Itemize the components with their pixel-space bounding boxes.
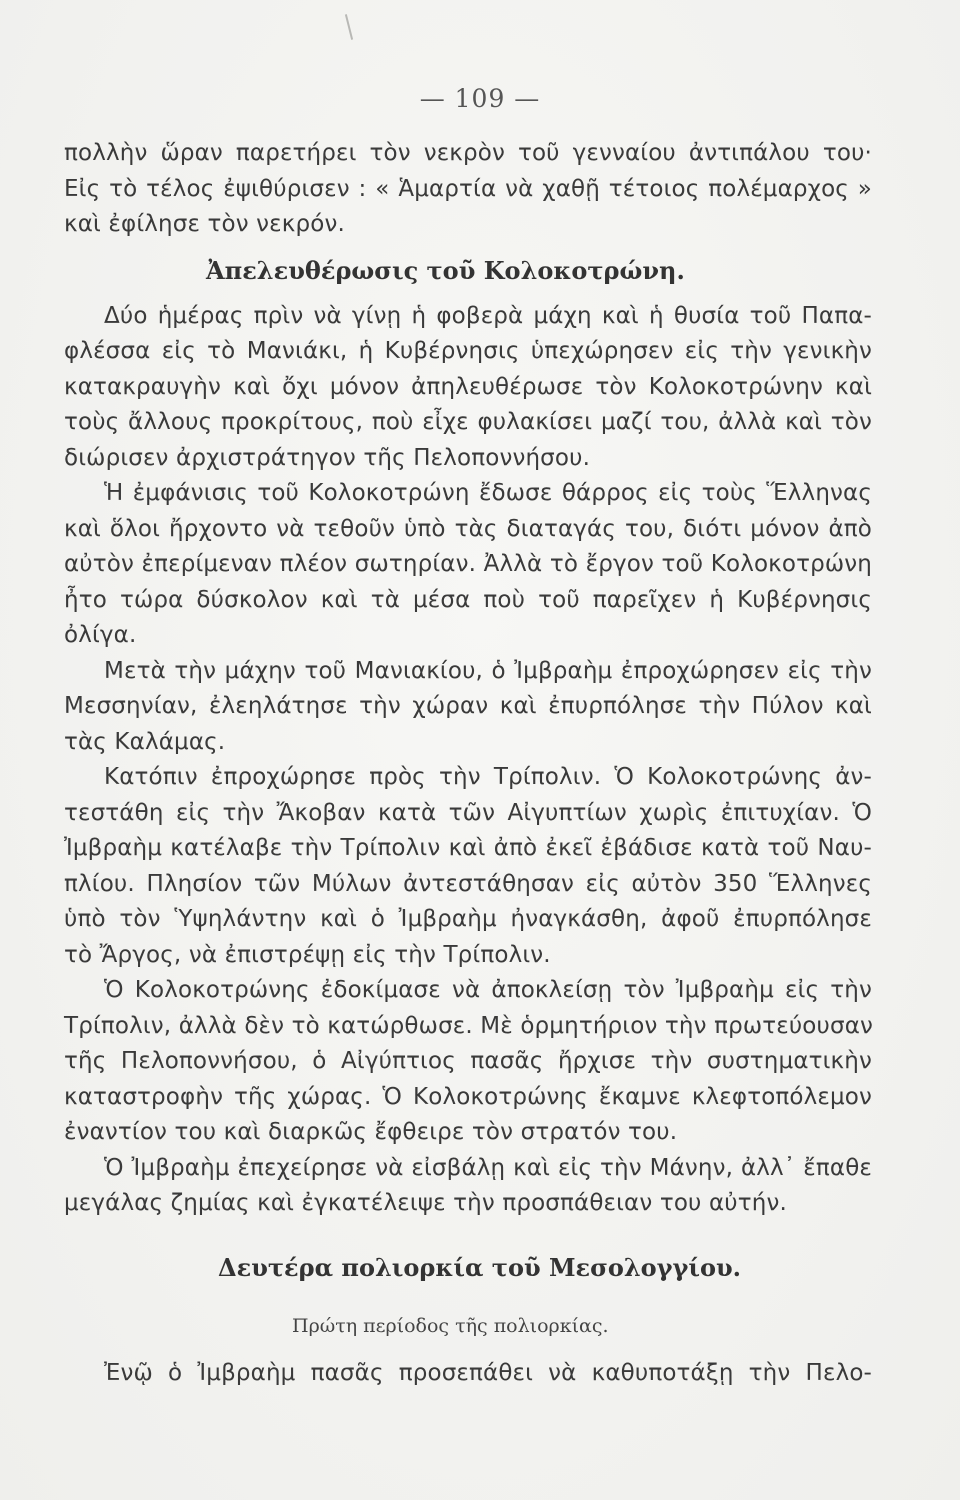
text-line: Τρίπολιν, ἀλλὰ δὲν τὸ κατώρθωσε. Μὲ ὁρμητήριον τὴν πρωτεύουσαν [64, 1012, 873, 1039]
text-line: ἦτο τώρα δύσκολον καὶ τὰ μέσα ποὺ τοῦ παρεῖχεν ἡ Κυβέρνησις [64, 586, 872, 613]
text-line: καταστροφὴν τῆς χώρας. Ὁ Κολοκοτρώνης ἔκαμνε κλεφτοπόλεμον [64, 1083, 872, 1110]
text-line: καὶ ὅλοι ἤρχοντο νὰ τεθοῦν ὑπὸ τὰς διαταγάς του, διότι μόνον ἀπὸ [64, 515, 872, 542]
text-line: Ἡ ἐμφάνισις τοῦ Κολοκοτρώνη ἔδωσε θάρρος εἰς τοὺς Ἕλληνας [104, 480, 872, 506]
text-line: Ὁ Ἰμβραὴμ ἐπεχείρησε νὰ εἰσβάλῃ καὶ εἰς τὴν Μάνην, ἀλλ᾽ ἔπαθε [104, 1154, 872, 1181]
text-line: τεστάθη εἰς τὴν Ἄκοβαν κατὰ τῶν Αἰγυπτίων χωρὶς ἐπιτυχίαν. Ὁ [64, 799, 872, 826]
text-line: Ἐνῷ ὁ Ἰμβραὴμ πασᾶς προσεπάθει νὰ καθυποτάξῃ τὴν Πελο- [104, 1359, 872, 1386]
text-line: Ἰμβραὴμ κατέλαβε τὴν Τρίπολιν καὶ ἀπὸ ἐκεῖ ἐβάδισε κατὰ τοῦ Ναυ- [64, 835, 872, 861]
text-line: διώρισεν ἀρχιστράτηγον τῆς Πελοποννήσου. [64, 444, 591, 471]
section-subheading: Πρώτη περίοδος τῆς πολιορκίας. [292, 1314, 609, 1337]
text-line: Μεσσηνίαν, ἐλεηλάτησε τὴν χώραν καὶ ἐπυρπόλησε τὴν Πύλον καὶ [64, 693, 872, 719]
text-line: τῆς Πελοποννήσου, ὁ Αἰγύπτιος πασᾶς ἤρχισε τὴν συστηματικὴν [64, 1048, 872, 1074]
text-line: τὰς Καλάμας. [64, 728, 226, 755]
text-line: ὑπὸ τὸν Ὑψηλάντην καὶ ὁ Ἰμβραὴμ ἠναγκάσθη, ἀφοῦ ἐπυρπόλησε [64, 906, 872, 932]
text-line: καὶ ἐφίλησε τὸν νεκρόν. [64, 211, 345, 237]
page-number: — 109 — [419, 84, 541, 113]
text-line: πολλὴν ὥραν παρετήρει τὸν νεκρὸν τοῦ γενναίου ἀντιπάλου του· [64, 140, 872, 166]
text-line: φλέσσα εἰς τὸ Μανιάκι, ἡ Κυβέρνησις ὑπεχώρησεν εἰς τὴν γενικὴν [64, 338, 872, 364]
stray-pencil-mark [345, 14, 353, 40]
text-line: Ὁ Κολοκοτρώνης ἐδοκίμασε νὰ ἀποκλείσῃ τὸν Ἰμβραὴμ εἰς τὴν [104, 977, 872, 1003]
text-line: Εἰς τὸ τέλος ἐψιθύρισεν : « Ἁμαρτία νὰ χαθῇ τέτοιος πολέμαρχος » [64, 175, 872, 202]
section-heading: Δευτέρα πολιορκία τοῦ Μεσολογγίου. [218, 1252, 741, 1282]
body-text [64, 136, 872, 1391]
text-line: ἐναντίον του καὶ διαρκῶς ἔφθειρε τὸν στρατόν του. [64, 1119, 678, 1145]
section-heading: Ἀπελευθέρωσις τοῦ Κολοκοτρώνη. [206, 255, 685, 285]
text-line: Μετὰ τὴν μάχην τοῦ Μανιακίου, ὁ Ἰμβραὴμ ἐπροχώρησεν εἰς τὴν [104, 657, 872, 684]
text-line: Δύο ἡμέρας πρὶν νὰ γίνῃ ἡ φοβερὰ μάχη καὶ ἡ θυσία τοῦ Παπα- [104, 302, 872, 329]
text-line: Κατόπιν ἐπροχώρησε πρὸς τὴν Τρίπολιν. Ὁ Κολοκοτρώνης ἀν- [104, 764, 872, 790]
text-line: κατακραυγὴν καὶ ὄχι μόνον ἀπηλευθέρωσε τὸν Κολοκοτρώνην καὶ [64, 373, 872, 400]
text-line: μεγάλας ζημίας καὶ ἐγκατέλειψε τὴν προσπάθειαν του αὐτήν. [64, 1190, 787, 1216]
text-line: τὸ Ἄργος, νὰ ἐπιστρέψῃ εἰς τὴν Τρίπολιν. [64, 941, 551, 968]
text-line: αὐτὸν ἐπερίμεναν πλέον σωτηρίαν. Ἀλλὰ τὸ ἔργον τοῦ Κολοκοτρώνη [64, 551, 872, 577]
text-line: ὀλίγα. [64, 622, 137, 648]
text-line: τοὺς ἄλλους προκρίτους, ποὺ εἶχε φυλακίσει μαζί του, ἀλλὰ καὶ τὸν [64, 409, 872, 435]
text-line: πλίου. Πλησίον τῶν Μύλων ἀντεστάθησαν εἰς αὐτὸν 350 Ἕλληνες [64, 870, 872, 897]
